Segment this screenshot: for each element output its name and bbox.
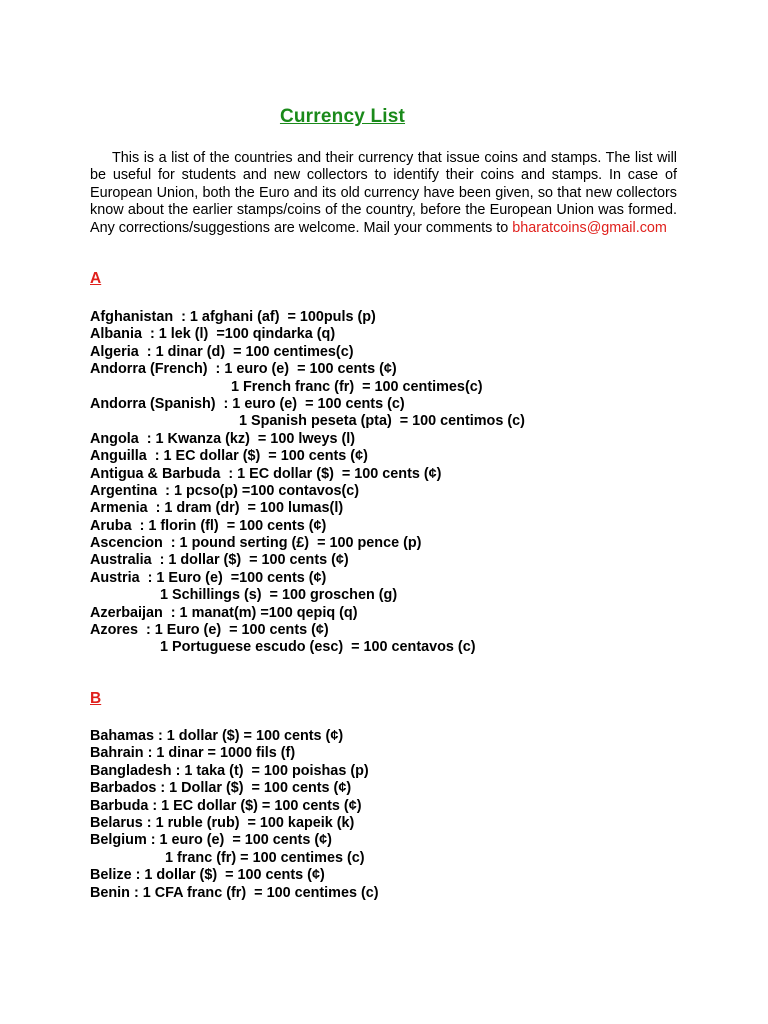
currency-entry: Barbuda : 1 EC dollar ($) = 100 cents (¢) — [90, 797, 362, 814]
currency-entry: Belgium : 1 euro (e) = 100 cents (¢) — [90, 832, 332, 849]
currency-entry: Azores : 1 Euro (e) = 100 cents (¢) — [90, 622, 329, 639]
currency-entry: Andorra (Spanish) : 1 euro (e) = 100 cents (c) — [90, 395, 405, 412]
currency-entry: Aruba : 1 florin (fl) = 100 cents (¢) — [90, 517, 327, 534]
currency-entry: Bahrain : 1 dinar = 1000 fils (f) — [90, 745, 296, 762]
page-title: Currency List — [279, 106, 406, 127]
currency-entry: Angola : 1 Kwanza (kz) = 100 lweys (l) — [90, 430, 356, 447]
currency-entry: Bahamas : 1 dollar ($) = 100 cents (¢) — [90, 728, 344, 744]
currency-entry: Benin : 1 CFA franc (fr) = 100 centimes (c) — [90, 884, 379, 901]
section-b-list — [90, 728, 710, 902]
section-letter-a: A — [90, 270, 102, 287]
currency-entry: Algeria : 1 dinar (d) = 100 centimes(c) — [90, 343, 354, 360]
section-letter-b: B — [90, 690, 102, 707]
currency-subentry: 1 franc (fr) = 100 centimes (c) — [165, 849, 365, 866]
currency-entry: Austria : 1 Euro (e) =100 cents (¢) — [90, 569, 327, 586]
currency-subentry: 1 Schillings (s) = 100 groschen (g) — [160, 587, 398, 604]
currency-entry: Armenia : 1 dram (dr) = 100 lumas(l) — [90, 500, 344, 517]
currency-entry: Belize : 1 dollar ($) = 100 cents (¢) — [90, 867, 325, 884]
currency-entry: Australia : 1 dollar ($) = 100 cents (¢) — [90, 552, 349, 569]
currency-entry: Afghanistan : 1 afghani (af) = 100puls (p) — [90, 309, 376, 325]
currency-entry: Barbados : 1 Dollar ($) = 100 cents (¢) — [90, 780, 352, 797]
currency-entry: Belarus : 1 ruble (rub) = 100 kapeik (k) — [90, 814, 355, 831]
email-link[interactable]: bharatcoins@gmail.com — [512, 219, 667, 236]
currency-entry: Argentina : 1 pcso(p) =100 contavos(c) — [90, 482, 360, 499]
intro-text: This is a list of the countries and their currency that issue coins and stamps. The list will be useful for students and new collectors to identify their coins and stamps. In case of European Union, both the Euro and its old currency have been given, so that new collectors know about the earlier stamps/coins of the country, before the European Union was formed. Any corrections/suggestions are welcome. Mail your comments to — [90, 150, 677, 236]
currency-entry: Albania : 1 lek (l) =100 qindarka (q) — [90, 326, 336, 343]
currency-subentry: 1 Portuguese escudo (esc) = 100 centavos (c) — [160, 639, 476, 656]
currency-entry: Andorra (French) : 1 euro (e) = 100 cents (¢) — [90, 361, 397, 378]
currency-entry: Anguilla : 1 EC dollar ($) = 100 cents (¢) — [90, 448, 368, 465]
currency-subentry: 1 French franc (fr) = 100 centimes(c) — [231, 378, 483, 395]
currency-entry: Ascencion : 1 pound serting (£) = 100 pence (p) — [90, 535, 422, 552]
intro-paragraph — [90, 150, 677, 237]
currency-entry: Azerbaijan : 1 manat(m) =100 qepiq (q) — [90, 604, 358, 621]
currency-entry: Bangladesh : 1 taka (t) = 100 poishas (p) — [90, 762, 369, 779]
section-a-list — [90, 309, 710, 657]
currency-subentry: 1 Spanish peseta (pta) = 100 centimos (c) — [239, 413, 525, 430]
currency-entry: Antigua & Barbuda : 1 EC dollar ($) = 100 cents (¢) — [90, 465, 442, 482]
